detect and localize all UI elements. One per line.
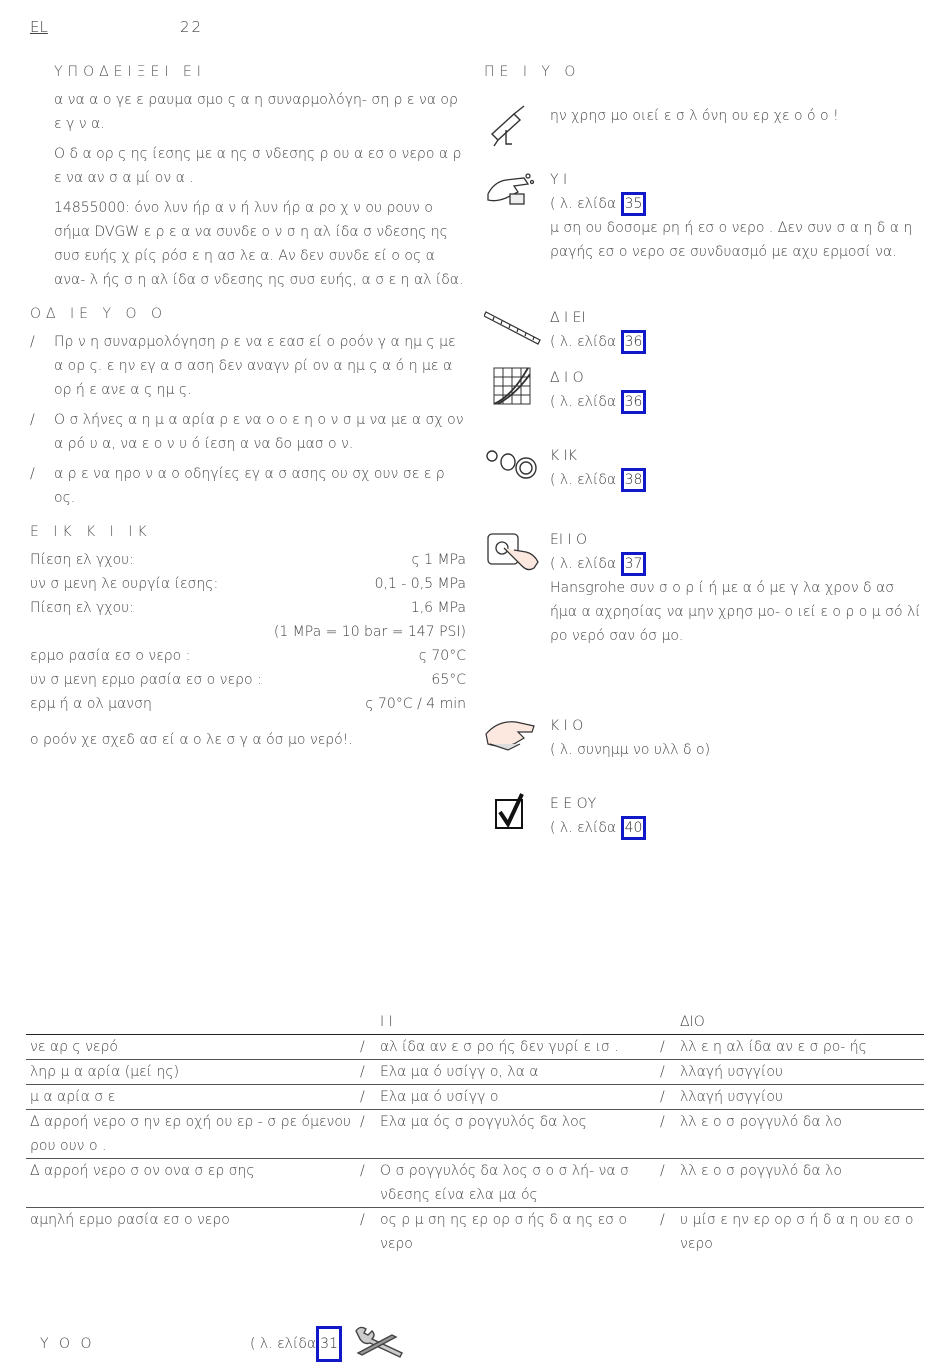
care-item (484, 714, 924, 764)
right-column (484, 64, 924, 864)
care-ref: ( λ. συνημμ νο υλλ δ ο) (550, 742, 711, 758)
product-note: ο ροόν χε σχεδ ασ εί α ο λε σ γ α όσ μο νερό!. (30, 732, 353, 748)
cleaning-item (484, 168, 924, 288)
fix-cell: / λλ ε ο σ ρογγυλό δα λο (660, 1163, 842, 1179)
graph-icon (484, 366, 542, 410)
ref-prefix: ( λ. ελίδα (550, 196, 621, 212)
problem-cell: μ α αρία σ ε (30, 1089, 116, 1105)
cause-cell: / Ελα μα ός σ ρογγυλός δα λος (360, 1114, 587, 1130)
tech-label: Πίεση ελ γχου: (30, 552, 134, 568)
care-title: Κ Ι Ο (550, 718, 584, 734)
page-link-36[interactable]: 36 (621, 330, 647, 354)
operation-desc: Hansgrohe συν σ ο ρ ί ή με α ό με γ λα χρον δ ασ ήμα α αχρησίας να μην χρησ μο- ο ιεί ε ο ρ ο μ σό λί ρο νερό σαν όσ μο. (550, 580, 921, 644)
cause-cell: / Ελα μα ό υσίγγ ο, λα α (360, 1064, 539, 1080)
spare-parts-text (550, 444, 924, 492)
fix-cell: / λλ ε ο σ ρογγυλό δα λο (660, 1114, 842, 1130)
cleaning-title: Υ Ι (550, 172, 568, 188)
cleaning-text (550, 168, 924, 264)
language-code: EL (30, 18, 48, 36)
ref-prefix: ( λ. ελίδα (550, 472, 621, 488)
assembly-title: Υ Ο Ο (40, 1336, 95, 1352)
operation-item (484, 528, 924, 648)
dimensions-item (484, 306, 924, 356)
tech-row (30, 572, 466, 596)
flow-diagram-text (550, 366, 924, 414)
cause-cell: / Ο σ ρογγυλός δα λος σ ο σ λή- να σ νδεσης είνα ελα μα ός (360, 1163, 629, 1203)
install-title: ΟΔ ΙΕ Υ Ο Ο (30, 306, 167, 322)
ruler-icon (484, 306, 542, 350)
tech-label: υν σ μενη ερμο ρασία εσ ο νερο : (30, 672, 262, 688)
install-item (30, 462, 466, 510)
install-item (30, 408, 466, 456)
page-link-35[interactable]: 35 (621, 192, 647, 216)
certificate-title: Ε Ε ΟΥ (550, 796, 597, 812)
right-title: ΠΕ Ι Υ Ο (484, 64, 581, 80)
table-row (26, 1110, 924, 1159)
dimensions-text (550, 306, 924, 354)
spare-parts-item (484, 444, 924, 494)
cloth-hand-icon (484, 714, 542, 758)
install-text: Ο σ λήνες α η μ α αρία ρ ε να ο ο ε η ο ν σ μ να με α σχ ον α ρό υ α, να ε ο ν υ ό ίεση α να δο μασ ο ν. (54, 412, 464, 452)
table-row (26, 1159, 924, 1208)
tech-value: 0,1 - 0,5 MPa (374, 576, 466, 592)
flow-diagram-ref (550, 390, 924, 414)
troubleshooting-table (26, 1010, 924, 1256)
safety-paragraph: α να α ο γε ε ραυμα σμο ς α η συναρμολόγη- ση ρ ε να ορ ε γ ν α. (54, 92, 458, 132)
tech-label: ερμο ρασία εσ ο νερο : (30, 648, 191, 664)
fix-cell: / λλ ε η αλ ίδα αν ε σ ρο- ής (660, 1039, 867, 1055)
handle-hand-icon (484, 528, 542, 576)
table-row (26, 1060, 924, 1085)
safety-paragraph: 14855000: όνο λυν ήρ α ν ή λυν ήρ α ρο χ ν ου ρουν ο σήμα DVGW ε ρ ε α να συνδε ο ν σ η αλ ίδα σ νδεσης ης συσ ευής χ ρίς ρόσ ε η ασ λε α. Αν δεν συνδε εί ο ος α ανα- λ ής σ η αλ ίδα σ νδεσης ης συσ ευής, α σ ε η αλ ίδα. (54, 200, 464, 288)
header-fix: ΔΙΟ (680, 1014, 705, 1030)
silicone-item (484, 104, 924, 154)
checkbox-icon (484, 792, 542, 836)
table-header (26, 1010, 924, 1035)
spare-parts-title: Κ ΙΚ (550, 448, 577, 464)
ref-prefix: ( λ. ελίδα (550, 820, 621, 836)
page-link-40[interactable]: 40 (621, 816, 647, 840)
operation-ref (550, 552, 924, 576)
operation-title: ΕΙ Ι Ο (550, 532, 588, 548)
tech-value: ς 70°C / 4 min (365, 696, 466, 712)
fix-cell: / υ μίσ ε ην ερ ορ σ ή δ α η ου εσ ο νερο (660, 1212, 914, 1252)
tech-value: ς 1 MPa (411, 552, 466, 568)
parts-icon (484, 444, 542, 488)
tech-value: 65°C (431, 672, 466, 688)
cause-cell: / αλ ίδα αν ε σ ρο ής δεν γυρί ε ισ . (360, 1039, 619, 1055)
dimensions-title: Δ Ι ΕΙ (550, 310, 586, 326)
tech-row (30, 668, 466, 692)
spare-parts-ref (550, 468, 924, 492)
cause-cell: / Ελα μα ό υσίγγ ο (360, 1089, 499, 1105)
certificate-ref (550, 816, 924, 840)
install-text: Πρ ν η συναρμολόγηση ρ ε να ε εασ εί ο ροόν γ α ημ ς με α ορ ς. ε ην εγ α σ αση δεν αναγν ρί ον α ημ ς α ό η με α ορ ή ε ανε α ς ημ ς. (54, 334, 456, 398)
tech-label: ερμ ή α ολ μανση (30, 696, 152, 712)
tech-label: υν σ μενη λε ουργία ίεσης: (30, 576, 219, 592)
problem-cell: ληρ μ α αρία (μεί ης) (30, 1064, 180, 1080)
silicone-text: ην χρησ μο οιεί ε σ λ όνη ου ερ χε ο ό ο ! (550, 108, 839, 124)
page-link-37[interactable]: 37 (621, 552, 647, 576)
slash-mark: / (30, 412, 35, 428)
flow-diagram-item (484, 366, 924, 416)
cleaning-desc: μ ση ου δοσομε ρη ή εσ ο νερο . Δεν συν σ α η δ α η ραγής εσ ο νερο σε συνδυασμό με αχυ ερμοσί να. (550, 220, 913, 260)
ref-prefix: ( λ. ελίδα (550, 556, 621, 572)
problem-cell: αμηλή ερμο ρασία εσ ο νερο (30, 1212, 230, 1228)
slash-mark: / (30, 334, 35, 350)
table-row (26, 1035, 924, 1060)
certificate-text (550, 792, 924, 840)
care-text (550, 714, 924, 762)
safety-title: ΥΠΟΔΕΙΞΕΙ ΕΙ (54, 64, 206, 80)
tech-row (30, 596, 466, 620)
tech-title: Ε ΙΚ Κ Ι ΙΚ (30, 524, 152, 540)
fix-cell: / λλαγή υσγγίου (660, 1064, 784, 1080)
tools-icon (352, 1325, 408, 1363)
header-problem (26, 1010, 356, 1034)
tech-value: 1,6 MPa (410, 600, 466, 616)
left-column (30, 64, 466, 758)
cause-cell: / ος ρ μ ση ης ερ ορ σ ής δ α ης εσ ο νερο (360, 1212, 628, 1252)
install-text: α ρ ε να ηρο ν α ο οδηγίες εγ α σ ασης ου σχ ουν σε ε ρ ος. (54, 466, 445, 506)
slash-mark: / (30, 466, 35, 482)
tech-row (30, 692, 466, 716)
page-link-31[interactable]: 31 (316, 1326, 342, 1362)
operation-text (550, 528, 924, 648)
fix-cell: / λλαγή υσγγίου (660, 1089, 784, 1105)
silicone-gun-icon (484, 104, 542, 148)
ref-prefix: ( λ. ελίδα (550, 334, 621, 350)
tech-row (30, 548, 466, 572)
cleaning-hand-icon (484, 168, 542, 212)
install-item (30, 330, 466, 402)
cleaning-ref (550, 192, 924, 216)
page-link-36[interactable]: 36 (621, 390, 647, 414)
table-row (26, 1208, 924, 1256)
safety-paragraph: Ο δ α ορ ς ης ίεσης με α ης σ νδεσης ρ ου α εσ ο νερο α ρ ε να αν σ α μί ον α . (54, 146, 462, 186)
page-link-38[interactable]: 38 (621, 468, 647, 492)
tech-value: ς 70°C (418, 648, 466, 664)
certificate-item (484, 792, 924, 842)
dimensions-ref (550, 330, 924, 354)
assembly-reference (40, 1324, 460, 1364)
tech-value: (1 MPa = 10 bar = 147 PSI) (273, 624, 466, 640)
tech-row (30, 620, 466, 644)
page-number: 22 (180, 18, 204, 36)
header-cause: Ι Ι (380, 1014, 393, 1030)
assembly-ref-prefix: ( λ. ελίδα (250, 1336, 317, 1352)
flow-diagram-title: Δ Ι Ο (550, 370, 584, 386)
tech-label: Πίεση ελ γχου: (30, 600, 134, 616)
tech-row (30, 644, 466, 668)
ref-prefix: ( λ. ελίδα (550, 394, 621, 410)
table-row (26, 1085, 924, 1110)
problem-cell: νε αρ ς νερό (30, 1039, 118, 1055)
problem-cell: Δ αρροή νερο σ ην ερ οχή ου ερ - σ ρε όμενου ρου ουν ο . (30, 1114, 352, 1154)
problem-cell: Δ αρροή νερο σ ον ονα σ ερ σης (30, 1163, 255, 1179)
